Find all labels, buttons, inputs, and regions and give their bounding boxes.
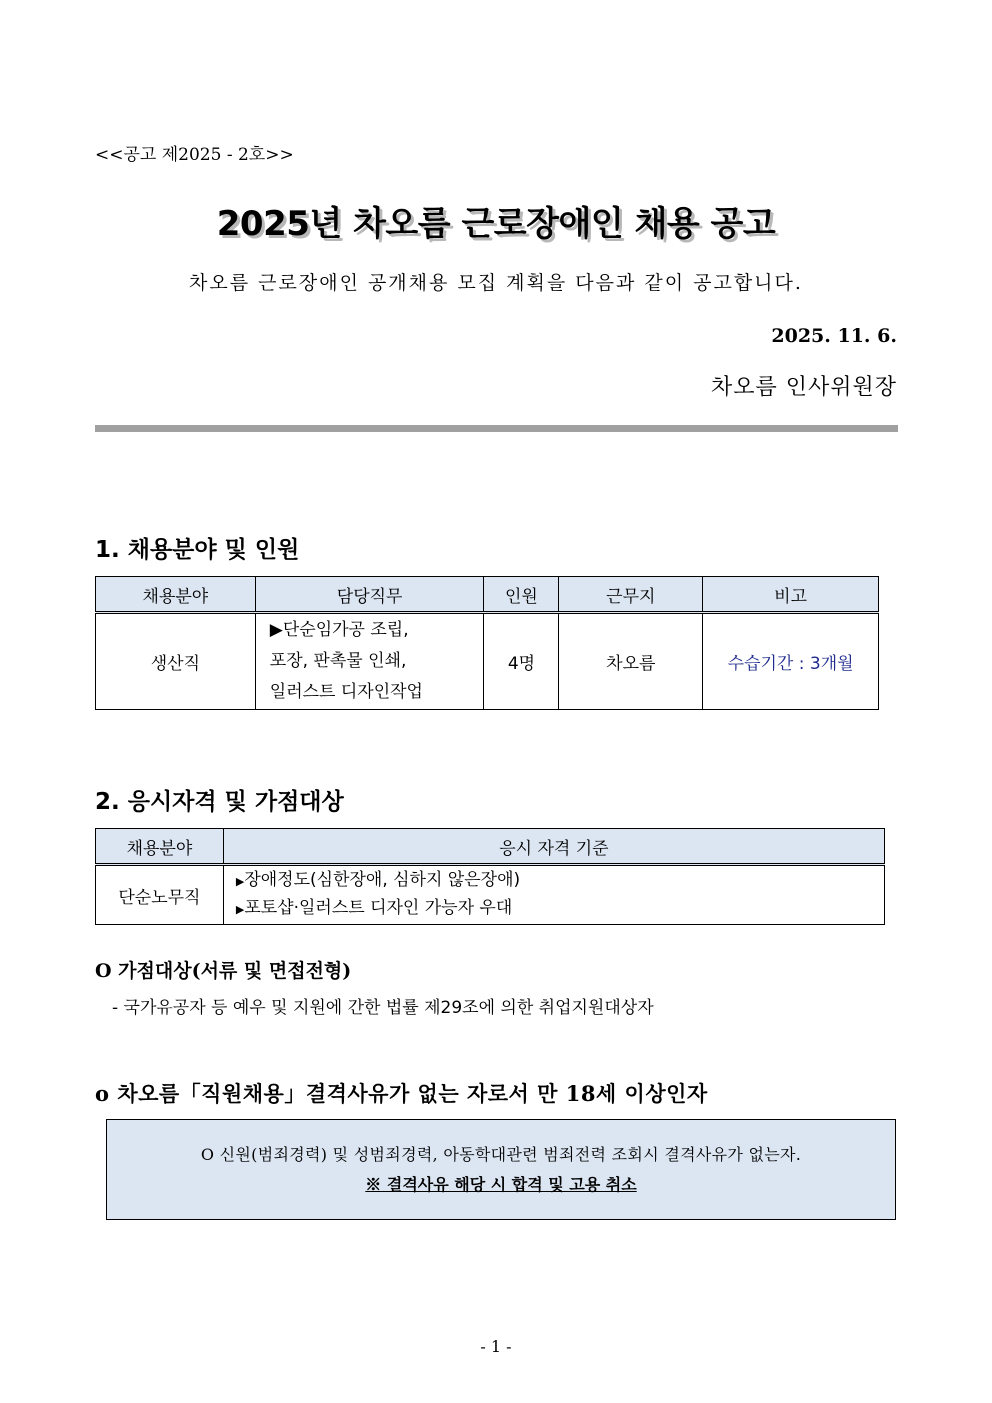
column-header: 담당직무: [255, 577, 484, 613]
recruitment-table: [95, 576, 879, 710]
column-header: 채용분야: [96, 829, 224, 865]
eligibility-box-line: O 신원(범죄경력) 및 성범죄경력, 아동학대관련 범죄전력 조회시 결격사유가 없는자.: [200, 1145, 802, 1164]
notice-number: <<공고 제2025 - 2호>>: [95, 145, 294, 165]
triangle-right-icon: ▶: [235, 903, 245, 916]
eligibility-box: [106, 1119, 896, 1220]
table-row: [96, 865, 885, 925]
section-2-heading: 2. 응시자격 및 가점대상: [95, 789, 344, 815]
eligibility-heading: o 차오름「직원채용」결격사유가 없는 자로서 만 18세 이상인자: [95, 1081, 708, 1106]
table-header-row: [96, 829, 885, 865]
remark-cell: 수습기간 : 3개월: [703, 613, 879, 710]
location-cell: 차오름: [559, 613, 703, 710]
page-title: 2025년 차오름 근로장애인 채용 공고: [216, 204, 776, 244]
notice-date: 2025. 11. 6.: [771, 325, 897, 347]
criteria-cell: [223, 865, 884, 925]
field-cell: 생산직: [96, 613, 256, 710]
column-header: 비고: [703, 577, 879, 613]
column-header: 채용분야: [96, 577, 256, 613]
section-1-heading: 1. 채용분야 및 인원: [95, 537, 300, 563]
criteria-line: ▶장애정도(심한장애, 심하지 않은장애): [235, 870, 521, 890]
bonus-detail: - 국가유공자 등 예우 및 지원에 간한 법률 제29조에 의한 취업지원대상자: [112, 998, 654, 1018]
criteria-line: ▶포토샵·일러스트 디자인 가능자 우대: [235, 898, 513, 918]
column-header: 인원: [484, 577, 559, 613]
headcount-cell: 4명: [484, 613, 559, 710]
duty-line: 일러스트 디자인작업: [269, 682, 423, 702]
field-cell: 단순노무직: [96, 865, 224, 925]
column-header: 응시 자격 기준: [223, 829, 884, 865]
duty-cell: [255, 613, 484, 710]
page-number: - 1 -: [480, 1337, 512, 1356]
header-divider: [95, 425, 898, 432]
duty-line: ▶단순임가공 조립,: [269, 620, 409, 640]
bonus-heading: O 가점대상(서류 및 면접전형): [95, 960, 352, 982]
cancellation-note: ※ 결격사유 해당 시 합격 및 고용 취소: [365, 1175, 637, 1194]
table-row: [96, 613, 879, 710]
issuer: 차오름 인사위원장: [710, 375, 897, 400]
intro-text: 차오름 근로장애인 공개채용 모집 계획을 다음과 같이 공고합니다.: [189, 272, 803, 294]
duty-line: 포장, 판촉물 인쇄,: [269, 651, 407, 671]
triangle-right-icon: ▶: [235, 875, 245, 888]
column-header: 근무지: [559, 577, 703, 613]
table-header-row: [96, 577, 879, 613]
qualification-table: [95, 828, 885, 925]
